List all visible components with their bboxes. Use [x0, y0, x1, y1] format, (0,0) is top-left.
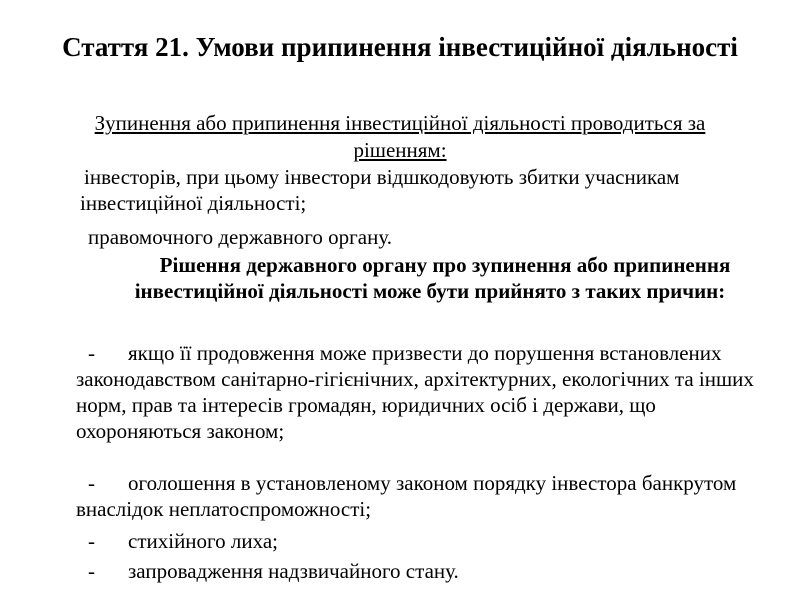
list-item-text: якщо її продовження може призвести до порушення встановлених законодавством санітарно-гігієнічних, архітектурних, екологічних та інших норм, прав та інтересів громадян, юридичних осіб і держави, що охороняються законом;: [76, 341, 754, 443]
bold-paragraph: Рішення державного органу про зупинення або припинення інвестиційної діяльності може бути прийнято з таких причин:: [134, 253, 731, 303]
list-bullet: -: [88, 559, 95, 583]
list-bullet: -: [88, 529, 95, 553]
paragraph-investors: інвесторів, при цьому інвестори відшкодовують збитки учасникам інвестиційної діяльності;: [80, 165, 680, 215]
list-item: [76, 340, 766, 444]
list-bullet: -: [88, 471, 95, 495]
list-bullet: -: [88, 341, 95, 365]
list-item-text: запровадження надзвичайного стану.: [128, 559, 459, 583]
list-item: [76, 470, 766, 522]
paragraph-state-body: правомочного державного органу.: [88, 225, 392, 249]
list-item-text: стихійного лиха;: [128, 529, 278, 553]
list-item-text: оголошення в установленому законом порядку інвестора банкрутом внаслідок неплатоспроможності;: [76, 471, 737, 521]
slide-subtitle: Зупинення або припинення інвестиційної діяльності проводиться за рішенням:: [94, 111, 706, 162]
list-item: [76, 528, 766, 554]
slide-title: Стаття 21. Умови припинення інвестиційної діяльності: [62, 32, 738, 62]
list-item: [76, 558, 766, 584]
